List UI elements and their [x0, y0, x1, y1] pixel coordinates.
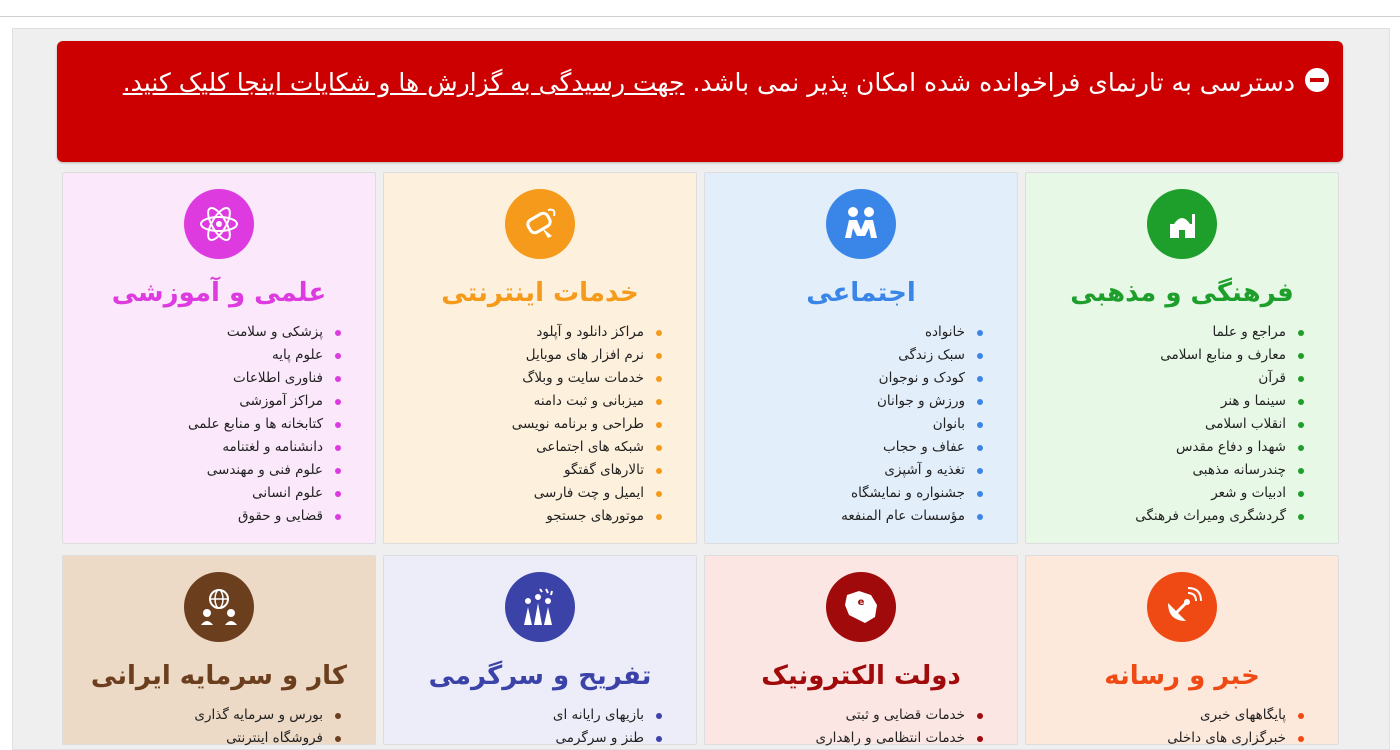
category-link-item[interactable] — [1026, 436, 1304, 459]
bullet-dot-icon — [1298, 330, 1304, 336]
category-card-news-media — [1025, 555, 1339, 745]
category-link-item[interactable] — [384, 321, 662, 344]
bullet-dot-icon — [335, 514, 341, 520]
category-title[interactable]: خدمات اینترنتی — [441, 278, 639, 308]
bullet-dot-icon — [1298, 713, 1304, 719]
category-link-item[interactable] — [1026, 344, 1304, 367]
category-link-item[interactable] — [705, 367, 983, 390]
category-link-item[interactable] — [1026, 367, 1304, 390]
category-link-item[interactable] — [63, 390, 341, 413]
category-link-label: ادبیات و شعر — [1211, 485, 1286, 501]
category-link-label: مؤسسات عام المنفعه — [841, 508, 965, 524]
bullet-dot-icon — [656, 491, 662, 497]
category-card-social — [704, 172, 1018, 544]
category-title[interactable]: دولت الکترونیک — [761, 661, 961, 691]
category-link-label: نرم افزار های موبایل — [525, 347, 644, 363]
category-link-item[interactable] — [1026, 413, 1304, 436]
category-link-label: موتورهای جستجو — [546, 508, 644, 524]
category-link-item[interactable] — [705, 727, 983, 750]
bullet-dot-icon — [977, 468, 983, 474]
bullet-dot-icon — [335, 468, 341, 474]
bullet-dot-icon — [656, 468, 662, 474]
category-link-label: پزشکی و سلامت — [226, 324, 323, 340]
category-link-list — [1026, 704, 1338, 750]
category-link-item[interactable] — [1026, 459, 1304, 482]
bullet-dot-icon — [335, 713, 341, 719]
category-link-label: مراجع و علما — [1212, 324, 1286, 340]
category-card-iranian-business — [62, 555, 376, 745]
category-link-label: قضایی و حقوق — [237, 508, 323, 524]
category-link-item[interactable] — [1026, 727, 1304, 750]
minus-circle-icon — [1305, 68, 1329, 92]
category-link-item[interactable] — [384, 459, 662, 482]
category-link-label: علوم فنی و مهندسی — [206, 462, 323, 478]
category-title[interactable]: خبر و رسانه — [1104, 661, 1260, 691]
svg-text:e: e — [857, 597, 865, 608]
bullet-dot-icon — [1298, 468, 1304, 474]
category-link-item[interactable] — [705, 344, 983, 367]
category-link-item[interactable] — [384, 367, 662, 390]
category-link-item[interactable] — [705, 436, 983, 459]
category-link-label: فناوری اطلاعات — [233, 370, 323, 386]
bullet-dot-icon — [335, 422, 341, 428]
bullet-dot-icon — [656, 736, 662, 742]
category-link-label: علوم انسانی — [252, 485, 323, 501]
category-card-internet-services — [383, 172, 697, 544]
satellite-dish-icon[interactable] — [1147, 572, 1217, 642]
bullet-dot-icon — [335, 353, 341, 359]
category-link-item[interactable] — [63, 482, 341, 505]
category-link-item[interactable] — [705, 390, 983, 413]
bullet-dot-icon — [335, 399, 341, 405]
category-link-label: پایگاههای خبری — [1200, 707, 1286, 723]
category-link-label: تالارهای گفتگو — [564, 462, 644, 478]
category-link-item[interactable] — [705, 704, 983, 727]
mosque-icon[interactable] — [1147, 189, 1217, 259]
category-link-item[interactable] — [705, 413, 983, 436]
category-link-label: سینما و هنر — [1220, 393, 1286, 409]
category-link-label: بازیهای رایانه ای — [552, 707, 644, 723]
category-link-item[interactable] — [384, 390, 662, 413]
category-link-label: کتابخانه ها و منابع علمی — [187, 416, 323, 432]
category-link-item[interactable] — [63, 704, 341, 727]
category-link-label: گردشگری ومیراث فرهنگی — [1135, 508, 1286, 524]
category-link-label: چندرسانه مذهبی — [1192, 462, 1286, 478]
bullet-dot-icon — [1298, 514, 1304, 520]
category-link-label: شبکه های اجتماعی — [536, 439, 644, 455]
category-link-item[interactable] — [1026, 505, 1304, 528]
bullet-dot-icon — [1298, 399, 1304, 405]
category-link-item[interactable] — [384, 704, 662, 727]
category-link-label: خبرگزاری های داخلی — [1167, 730, 1286, 746]
bullet-dot-icon — [1298, 353, 1304, 359]
category-link-label: سبک زندگی — [898, 347, 965, 363]
bullet-dot-icon — [977, 514, 983, 520]
alert-message: دسترسی به تارنمای فراخوانده شده امکان پذیر نمی باشد. — [692, 68, 1295, 97]
category-link-list — [384, 704, 696, 750]
bullet-dot-icon — [335, 330, 341, 336]
category-link-item[interactable] — [1026, 390, 1304, 413]
bullet-dot-icon — [977, 713, 983, 719]
category-link-label: خدمات قضایی و ثبتی — [845, 707, 965, 723]
category-link-list — [1026, 321, 1338, 528]
iran-map-icon[interactable] — [826, 572, 896, 642]
category-link-list — [384, 321, 696, 528]
bullet-dot-icon — [977, 445, 983, 451]
category-title[interactable]: کار و سرمایه ایرانی — [90, 661, 348, 691]
bullet-dot-icon — [335, 736, 341, 742]
category-link-label: طنز و سرگرمی — [555, 730, 644, 746]
category-link-label: مراکز آموزشی — [239, 393, 323, 409]
bullet-dot-icon — [977, 353, 983, 359]
bullet-dot-icon — [977, 491, 983, 497]
bullet-dot-icon — [656, 376, 662, 382]
category-link-list — [705, 704, 1017, 750]
bullet-dot-icon — [977, 330, 983, 336]
bullet-dot-icon — [335, 376, 341, 382]
category-card-cultural-religious — [1025, 172, 1339, 544]
category-link-label: انقلاب اسلامی — [1205, 416, 1286, 432]
category-link-label: تغذیه و آشپزی — [884, 462, 965, 478]
mouse-hand-icon[interactable] — [505, 189, 575, 259]
category-title[interactable]: اجتماعی — [806, 278, 916, 308]
people-icon[interactable] — [826, 189, 896, 259]
category-link-label: ورزش و جوانان — [877, 393, 965, 409]
category-link-label: طراحی و برنامه نویسی — [511, 416, 644, 432]
category-link-item[interactable] — [384, 727, 662, 750]
category-link-item[interactable] — [63, 436, 341, 459]
category-card-entertainment — [383, 555, 697, 745]
bullet-dot-icon — [977, 376, 983, 382]
category-card-e-government — [704, 555, 1018, 745]
category-link-label: علوم پایه — [271, 347, 323, 363]
category-link-item[interactable] — [1026, 321, 1304, 344]
bullet-dot-icon — [1298, 376, 1304, 382]
bullet-dot-icon — [656, 353, 662, 359]
category-link-label: بورس و سرمایه گذاری — [194, 707, 323, 723]
bullet-dot-icon — [977, 399, 983, 405]
bullet-dot-icon — [656, 713, 662, 719]
category-link-label: خدمات سایت و وبلاگ — [522, 370, 644, 386]
category-link-item[interactable] — [705, 482, 983, 505]
category-link-label: شهدا و دفاع مقدس — [1175, 439, 1286, 455]
category-link-label: میزبانی و ثبت دامنه — [533, 393, 644, 409]
error-alert — [57, 41, 1343, 162]
category-link-item[interactable] — [63, 505, 341, 528]
category-link-item[interactable] — [63, 321, 341, 344]
browser-top-bar — [0, 0, 1400, 17]
category-link-label: خدمات انتظامی و راهداری — [815, 730, 965, 746]
bullet-dot-icon — [977, 736, 983, 742]
business-globe-icon[interactable] — [184, 572, 254, 642]
atom-icon[interactable] — [184, 189, 254, 259]
category-link-item[interactable] — [384, 505, 662, 528]
bullet-dot-icon — [335, 445, 341, 451]
category-link-list — [705, 321, 1017, 528]
category-link-list — [63, 321, 375, 528]
category-link-label: دانشنامه و لغتنامه — [222, 439, 323, 455]
bullet-dot-icon — [656, 514, 662, 520]
category-link-item[interactable] — [1026, 482, 1304, 505]
category-link-label: عفاف و حجاب — [883, 439, 965, 455]
category-link-label: قرآن — [1258, 370, 1286, 386]
category-link-label: جشنواره و نمایشگاه — [851, 485, 965, 501]
category-link-label: ایمیل و چت فارسی — [533, 485, 644, 501]
category-link-list — [63, 704, 375, 750]
category-title[interactable]: فرهنگی و مذهبی — [1070, 278, 1294, 308]
category-link-item[interactable] — [63, 413, 341, 436]
category-link-item[interactable] — [63, 344, 341, 367]
category-link-item[interactable] — [384, 413, 662, 436]
bullet-dot-icon — [1298, 445, 1304, 451]
category-card-scientific-educational — [62, 172, 376, 544]
bullet-dot-icon — [656, 399, 662, 405]
category-link-item[interactable] — [705, 321, 983, 344]
category-title[interactable]: تفریح و سرگرمی — [428, 661, 652, 691]
category-link-label: خانواده — [924, 324, 965, 340]
category-link-item[interactable] — [384, 436, 662, 459]
category-link-item[interactable] — [705, 459, 983, 482]
bullet-dot-icon — [335, 491, 341, 497]
report-complaint-link[interactable]: جهت رسیدگی به گزارش ها و شکایات اینجا کلیک کنید. — [122, 68, 685, 97]
bullet-dot-icon — [1298, 422, 1304, 428]
category-link-item[interactable] — [1026, 704, 1304, 727]
category-link-label: معارف و منابع اسلامی — [1160, 347, 1286, 363]
bullet-dot-icon — [977, 422, 983, 428]
category-link-label: کودک و نوجوان — [878, 370, 965, 386]
category-link-label: بانوان — [932, 416, 965, 432]
celebration-icon[interactable] — [505, 572, 575, 642]
category-link-item[interactable] — [705, 505, 983, 528]
category-link-item[interactable] — [384, 344, 662, 367]
category-link-label: فروشگاه اینترنتی — [226, 730, 323, 746]
category-link-item[interactable] — [63, 367, 341, 390]
bullet-dot-icon — [656, 422, 662, 428]
category-link-item[interactable] — [63, 727, 341, 750]
category-link-label: مراکز دانلود و آپلود — [536, 324, 644, 340]
bullet-dot-icon — [1298, 736, 1304, 742]
category-title[interactable]: علمی و آموزشی — [111, 278, 327, 308]
bullet-dot-icon — [656, 445, 662, 451]
category-link-item[interactable] — [384, 482, 662, 505]
category-link-item[interactable] — [63, 459, 341, 482]
bullet-dot-icon — [656, 330, 662, 336]
bullet-dot-icon — [1298, 491, 1304, 497]
